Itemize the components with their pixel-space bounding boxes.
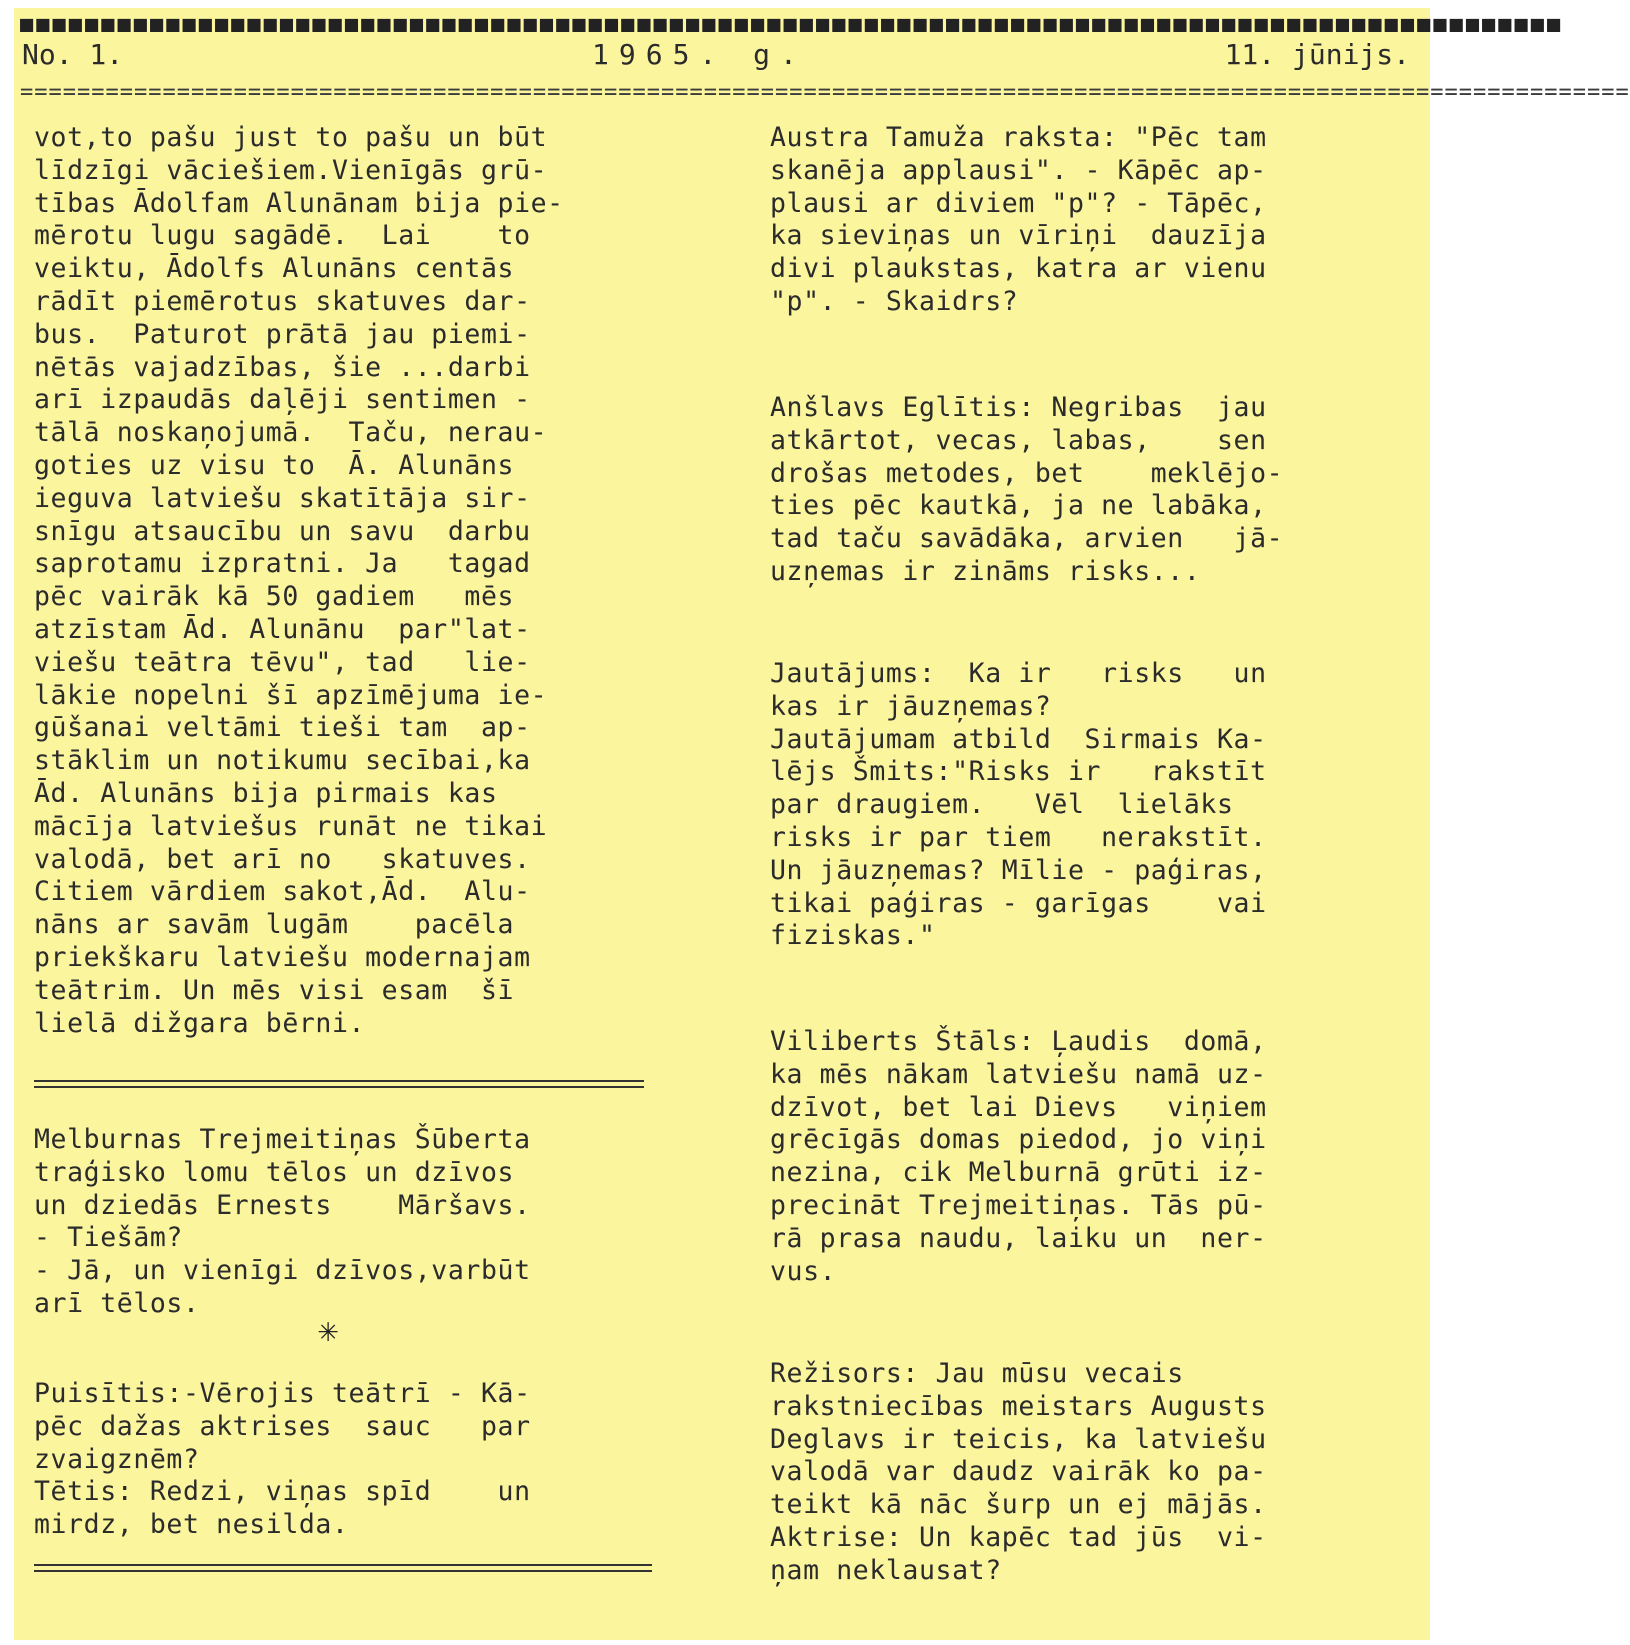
masthead: [22, 38, 1416, 78]
note-tamuza: Austra Tamuža raksta: "Pēc tam skanēja applausi". - Kāpēc ap- plausi ar diviem "p"? - Tāpēc, ka sieviņas un vīriņi dauzīja divi plaukstas, katra ar vienu "p". - Skaidrs?: [770, 122, 1267, 317]
top-border-rule: ■■■■■■■■■■■■■■■■■■■■■■■■■■■■■■■■■■■■■■■■■■■■■■■■■■■■■■■■■■■■■■■■■■■■■■■■■■■■■■■■■■■■■■■■■■■■■■■: [20, 12, 1564, 37]
header-divider-rule: =================================================================================================================: [20, 80, 1630, 105]
note-question-smits: Jautājums: Ka ir risks un kas ir jāuzņemas? Jautājumam atbild Sirmais Ka- lējs Šmits:"Risks ir rakstīt par draugiem. Vēl lielāks risks ir par tiem nerakstīt. Un jāuzņemas? Mīlie - paģiras, tikai paģiras - garīgas vai fiziskas.": [770, 658, 1267, 952]
joke-puisitis: Puisītis:-Vērojis teātrī - Kā- pēc dažas aktrises sauc par zvaigznēm? Tētis: Redzi, viņas spīd un mirdz, bet nesilda.: [34, 1378, 531, 1541]
note-rezisors: Režisors: Jau mūsu vecais rakstniecības meistars Augusts Deglavs ir teicis, ka latviešu valodā var daudz vairāk ko pa- teikt kā nāc šurp un ej mājās. Aktrise: Un kapēc tad jūs vi- ņam neklausat?: [770, 1358, 1267, 1586]
section-divider: [34, 1080, 644, 1088]
issue-number: No. 1.: [22, 38, 124, 71]
asterisk-separator: ✳: [318, 1310, 339, 1350]
joke-trejmeitinas: Melburnas Trejmeitiņas Šūberta traģisko lomu tēlos un dzīvos un dziedās Ernests Māršavs. - Tiešām? - Jā, un vienīgi dzīvos,varbūt arī tēlos.: [34, 1124, 531, 1319]
article-alunans: vot,to pašu just to pašu un būt līdzīgi vāciešiem.Vienīgās grū- tības Ādolfam Alunānam bija pie- mērotu lugu sagādē. Lai to veiktu, Ādolfs Alunāns centās rādīt piemērotus skatuves dar- bus. Paturot prātā jau piemi- nētās vajadzības, šie ...darbi arī izpaudās daļēji sentimen - tālā noskaņojumā. Taču, nerau- goties uz visu to Ā. Alunāns ieguva latviešu skatītāja sir- snīgu atsaucību un savu darbu saprotamu izpratni. Ja tagad pēc vairāk kā 50 gadiem mēs atzīstam Ād. Alunānu par"lat- viešu teātra tēvu", tad lie- lākie nopelni šī apzīmējuma ie- gūšanai veltāmi tieši tam ap- stāklim un notikumu secībai,ka Ād. Alunāns bija pirmais kas mācīja latviešus runāt ne tikai valodā, bet arī no skatuves. Citiem vārdiem sakot,Ād. Alu- nāns ar savām lugām pacēla priekškaru latviešu modernajam teātrim. Un mēs visi esam šī lielā dižgara bērni.: [34, 122, 564, 1039]
issue-date: 11. jūnijs.: [1224, 38, 1410, 71]
issue-year: 1965. g.: [592, 38, 807, 71]
section-divider-bottom: [34, 1564, 652, 1572]
note-stals: Viliberts Štāls: Ļaudis domā, ka mēs nākam latviešu namā uz- dzīvot, bet lai Dievs viņiem grēcīgās domas piedod, jo viņi nezina, cik Melburnā grūti iz- precināt Trejmeitiņas. Tās pū- rā prasa naudu, laiku un ner- vus.: [770, 1026, 1267, 1287]
note-eglitis: Anšlavs Eglītis: Negribas jau atkārtot, vecas, labas, sen drošas metodes, bet meklējo- ties pēc kautkā, ja ne labāka, tad taču savādāka, arvien jā- uzņemas ir zināms risks...: [770, 392, 1284, 587]
